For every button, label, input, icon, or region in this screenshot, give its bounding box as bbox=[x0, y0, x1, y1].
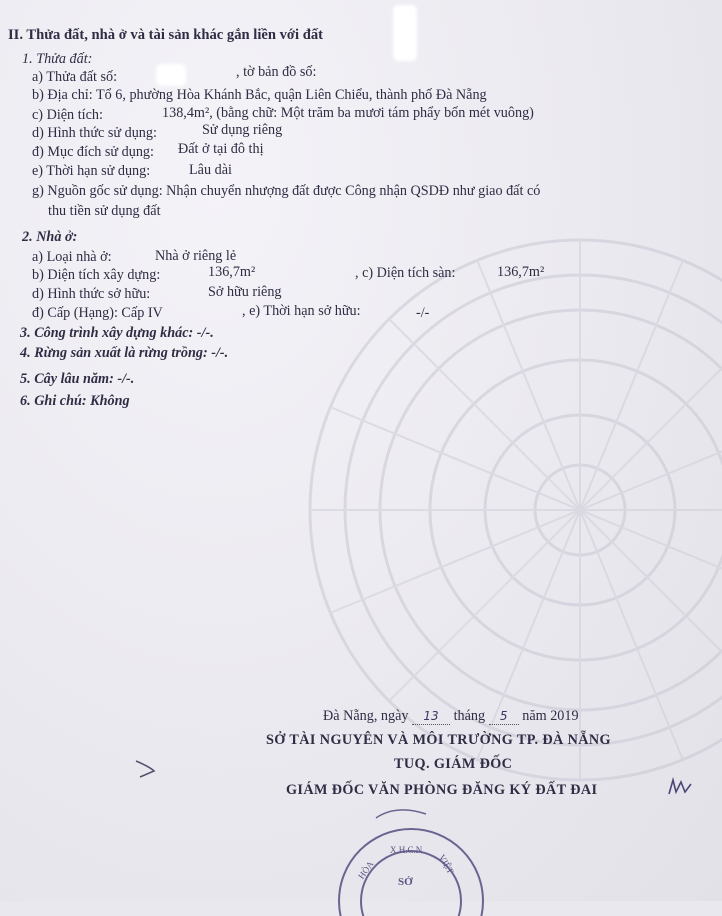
notes: 6. Ghi chú: Không bbox=[20, 393, 130, 409]
house-grade: đ) Cấp (Hạng): Cấp IV bbox=[32, 305, 163, 321]
land-origin: g) Nguồn gốc sử dụng: Nhận chuyển nhượng đất được Công nhận QSDĐ như giao đất có bbox=[32, 183, 541, 199]
signer-capacity: TUQ. GIÁM ĐỐC bbox=[394, 756, 513, 772]
sign-date bbox=[323, 708, 579, 725]
redacted-area bbox=[393, 5, 417, 61]
house-heading: 2. Nhà ở: bbox=[22, 229, 78, 245]
seal-top-text: X.H.C.N bbox=[390, 845, 423, 855]
land-parcel-number: a) Thửa đất số: bbox=[32, 69, 118, 85]
other-constructions: 3. Công trình xây dựng khác: -/-. bbox=[20, 325, 214, 341]
handwritten-mark bbox=[667, 776, 695, 798]
section-title: II. Thửa đất, nhà ở và tài sản khác gắn liền với đất bbox=[8, 27, 323, 43]
pen-stroke bbox=[132, 757, 162, 781]
house-floor-area-label: , c) Diện tích sàn: bbox=[355, 265, 456, 281]
land-purpose-label: đ) Mục đích sử dụng: bbox=[32, 144, 154, 160]
land-usage-form-label: d) Hình thức sử dụng: bbox=[32, 125, 157, 141]
redacted-area bbox=[156, 64, 186, 86]
land-usage-form-value: Sử dụng riêng bbox=[202, 122, 283, 138]
production-forest: 4. Rừng sản xuất là rừng trồng: -/-. bbox=[20, 345, 229, 361]
house-floor-area-value: 136,7m² bbox=[497, 264, 545, 280]
land-term-value: Lâu dài bbox=[189, 162, 232, 178]
seal-center-text: SỞ bbox=[398, 876, 413, 888]
date-month-label: tháng bbox=[453, 708, 486, 724]
land-purpose-value: Đất ở tại đô thị bbox=[178, 141, 264, 157]
land-address: b) Địa chỉ: Tổ 6, phường Hòa Khánh Bắc, quận Liên Chiểu, thành phố Đà Nẵng bbox=[32, 87, 487, 103]
land-map-sheet: , tờ bản đồ số: bbox=[236, 64, 317, 80]
house-ownership-term-label: , e) Thời hạn sở hữu: bbox=[242, 303, 361, 319]
house-type-value: Nhà ở riêng lẻ bbox=[155, 248, 237, 264]
land-heading: 1. Thửa đất: bbox=[22, 51, 93, 67]
land-area-label: c) Diện tích: bbox=[32, 107, 103, 123]
house-ownership-term-value: -/- bbox=[416, 305, 430, 321]
date-month: 5 bbox=[489, 708, 519, 725]
house-building-area-label: b) Diện tích xây dựng: bbox=[32, 267, 161, 283]
date-prefix: Đà Nẵng, ngày bbox=[323, 708, 409, 724]
drum-watermark bbox=[300, 230, 722, 790]
land-area-value: 138,4m², (bằng chữ: Một trăm ba mươi tám phẩy bốn mét vuông) bbox=[162, 105, 534, 121]
land-term-label: e) Thời hạn sử dụng: bbox=[32, 163, 151, 179]
date-year: năm 2019 bbox=[522, 708, 579, 724]
perennial-trees: 5. Cây lâu năm: -/-. bbox=[20, 371, 135, 387]
seal-right-text: VIỆT bbox=[436, 852, 456, 876]
house-building-area-value: 136,7m² bbox=[208, 264, 256, 280]
date-day: 13 bbox=[412, 708, 450, 725]
official-seal bbox=[336, 806, 486, 916]
land-origin-cont: thu tiền sử dụng đất bbox=[48, 203, 161, 219]
signer-title: GIÁM ĐỐC VĂN PHÒNG ĐĂNG KÝ ĐẤT ĐAI bbox=[286, 782, 598, 798]
house-type-label: a) Loại nhà ở: bbox=[32, 249, 112, 265]
agency-name: SỞ TÀI NGUYÊN VÀ MÔI TRƯỜNG TP. ĐÀ NẴNG bbox=[266, 732, 611, 748]
seal-left-text: HÒA bbox=[356, 859, 376, 881]
house-ownership-label: d) Hình thức sở hữu: bbox=[32, 286, 151, 302]
house-ownership-value: Sở hữu riêng bbox=[208, 284, 282, 300]
